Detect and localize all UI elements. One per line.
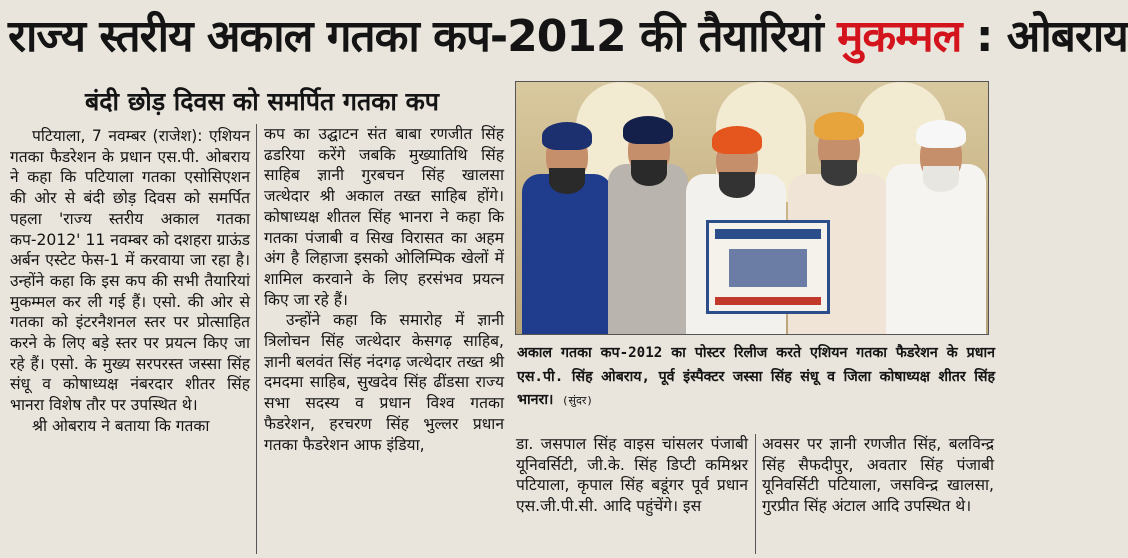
photo-caption	[517, 342, 995, 422]
article-paragraph: कप का उद्घाटन संत बाबा रणजीत सिंह ढडरिया करेंगे जबकि मुख्यातिथि सिंह साहिब ज्ञानी गुरबचन सिंह खालसा जत्थेदार श्री अकाल तख्त साहिब होंगे। कोषाध्यक्ष शीतल सिंह भानरा ने कहा कि गतका पंजाबी व सिख विरासत का अहम अंग है लिहाजा इसको ओलिम्पिक खेलों में शामिल करवाने के लिए हरसंभव प्रयत्न किए जा रहे हैं।	[264, 125, 504, 309]
headline-main: राज्य स्तरीय अकाल गतका कप-2012 की तैयारियां	[8, 11, 838, 62]
headline	[8, 4, 1128, 70]
event-poster	[706, 220, 830, 314]
caption-text: अकाल गतका कप-2012 का पोस्टर रिलीज करते एशियन गतका फैडरेशन के प्रधान एस.पी. सिंह ओबराय, पूर्व इंस्पैक्टर जस्सा सिंह संधू व जिला कोषाध्यक्ष शीतर सिंह भानरा।	[517, 345, 995, 408]
photo-person	[608, 98, 688, 334]
column-divider	[755, 434, 756, 554]
subheadline: बंदी छोड़ दिवस को समर्पित गतका कप	[84, 87, 440, 116]
article-column-4	[762, 434, 994, 556]
article-paragraph: उन्होंने कहा कि समारोह में ज्ञानी त्रिलोचन सिंह जत्थेदार केसगढ़ साहिब, ज्ञानी बलवंत सिंह नंदगढ़ जत्थेदार तख्त श्री दमदमा साहिब, सुखदेव सिंह ढींडसा राज्य सभा सदस्य व प्रधान विश्व गतका फैडरेशन, हरचरण सिंह भुल्लर प्रधान गतका फैडरेशन आफ इंडिया,	[264, 311, 504, 454]
photo-person	[886, 102, 986, 334]
photo-person	[522, 104, 612, 334]
article-column-1	[10, 126, 250, 556]
column-divider	[256, 124, 257, 554]
article-column-3	[516, 434, 748, 556]
article-column-2	[264, 124, 504, 552]
article-paragraph: अवसर पर ज्ञानी रणजीत सिंह, बलविन्द्र सिंह सैफदीपुर, अवतार सिंह पंजाबी यूनिवर्सिटी पटियाला, जसविन्द्र खालसा, गुरप्रीत सिंह अंटाल आदि उपस्थित थे।	[762, 435, 994, 516]
headline-highlight: मुकम्मल	[837, 11, 962, 62]
article-paragraph: डा. जसपाल सिंह वाइस चांसलर पंजाबी यूनिवर्सिटी, जी.के. सिंह डिप्टी कमिश्नर पटियाला, कृपाल सिंह बडूंगर पूर्व प्रधान एस.जी.पी.सी. आदि पहुंचेंगे। इस	[516, 435, 748, 516]
article-paragraph: श्री ओबराय ने बताया कि गतका	[32, 416, 210, 435]
article-paragraph: पटियाला, 7 नवम्बर (राजेश): एशियन गतका फैडरेशन के प्रधान एस.पी. ओबराय ने कहा कि पटियाला गतका एसोसिएशन की ओर से बंदी छोड़ दिवस को समर्पित पहला 'राज्य स्तरीय अकाल गतका कप-2012' 11 नवम्बर को दशहरा ग्राऊंड अर्बन एस्टेट फेस-1 में करवाया जा रहा है। उन्होंने कहा कि इस कप की सभी तैयारियां मुकम्मल कर ली गई हैं। एसो. की ओर से गतका को इंटरनैशनल स्तर पर प्रोत्साहित करने के लिए बड़े स्तर पर प्रयत्न किए जा रहे हैं। एसो. के मुख्य सरपरस्त जस्सा सिंह संधू व कोषाध्यक्ष नंबरदार शीतर सिंह भानरा विशेष तौर पर उपस्थित थे।	[10, 127, 250, 415]
news-photo	[515, 81, 989, 335]
headline-tail: : ओबराय	[961, 11, 1128, 62]
caption-credit: (सुंदर)	[561, 394, 593, 407]
